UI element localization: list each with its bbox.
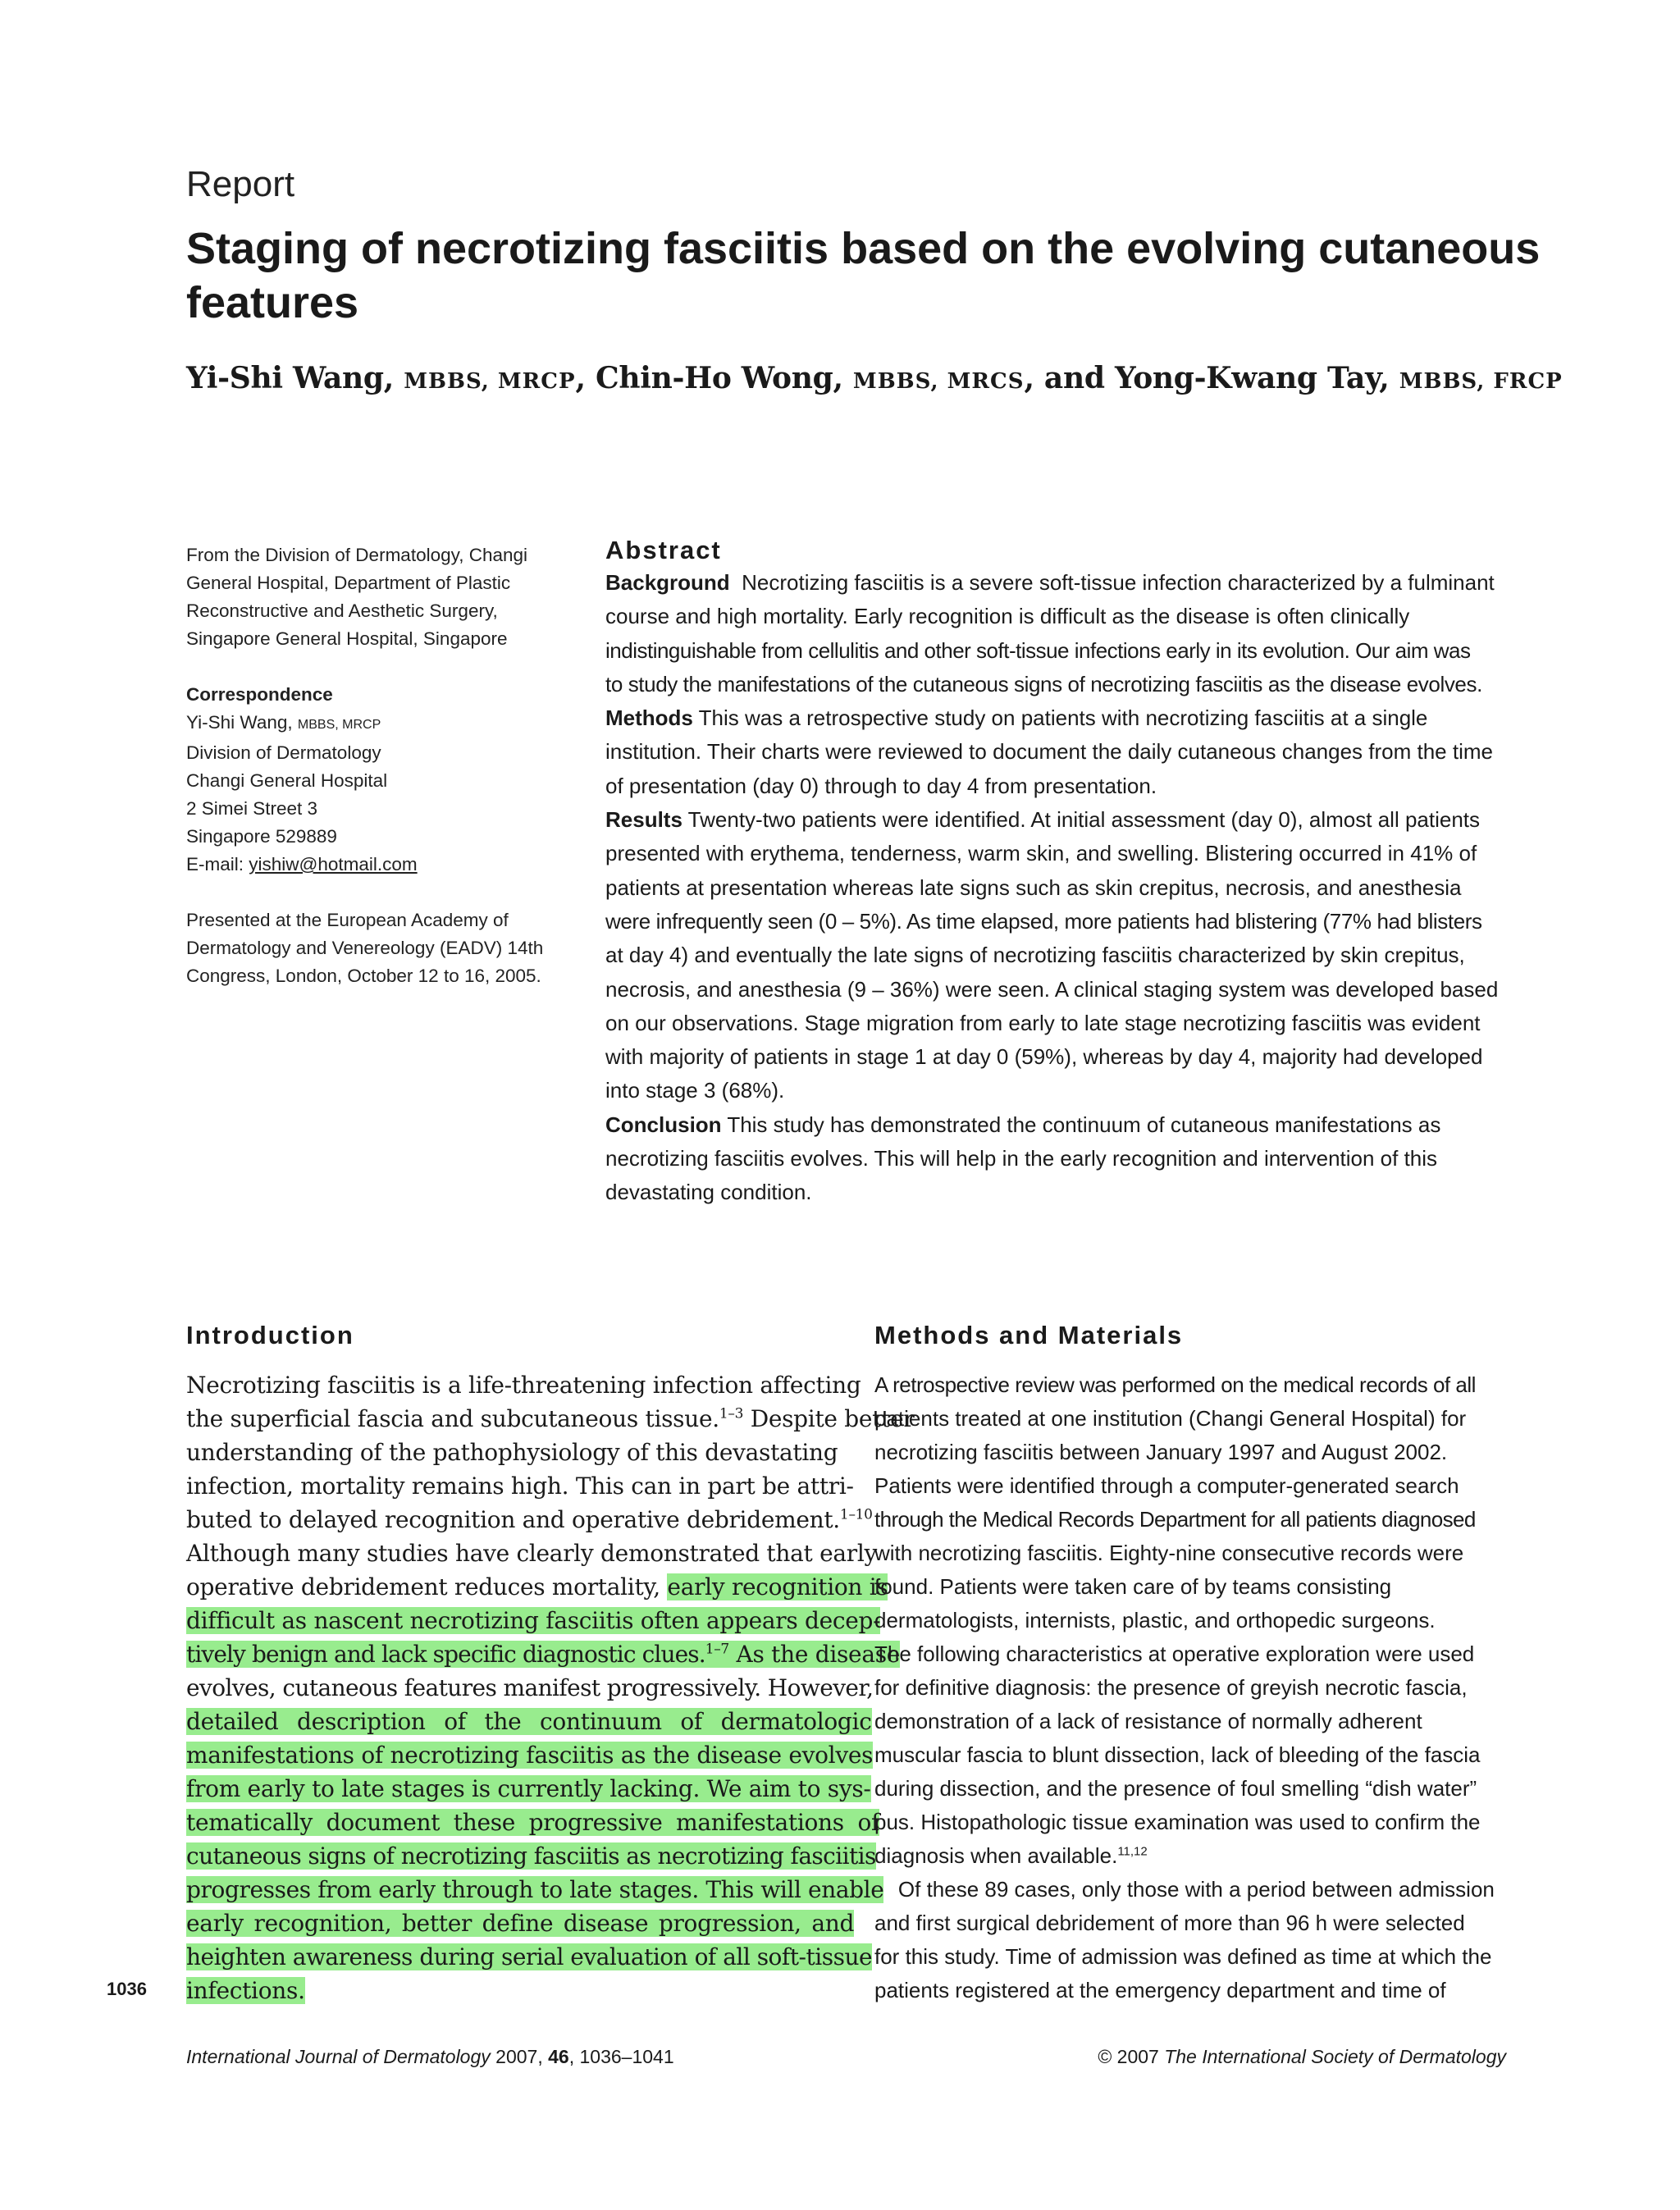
methods-heading: Methods and Materials — [874, 1321, 1184, 1349]
text-line — [186, 1503, 873, 1536]
affiliation — [186, 541, 572, 653]
article-title-line: features — [186, 278, 359, 327]
text-line — [186, 1402, 915, 1436]
text-line — [186, 1604, 881, 1637]
abstract-line: indistinguishable from cellulitis and other soft-tissue infections early in its evolution. Our aim was — [605, 637, 1471, 663]
address-line: 2 Simei Street 3 — [186, 798, 318, 819]
text-line: patients registered at the emergency department and time of — [874, 1978, 1446, 2002]
text-run: diagnosis when available. — [874, 1843, 1118, 1868]
footer-copyright — [1091, 2046, 1506, 2068]
society-name: The International Society of Dermatology — [1164, 2046, 1506, 2067]
text-line: found. Patients were taken care of by teams consisting — [874, 1574, 1392, 1599]
text-line: pus. Histopathologic tissue examination was used to confirm the — [874, 1810, 1481, 1834]
author-degrees: MBBS, FRCP — [1399, 369, 1563, 394]
abstract-line: course and high mortality. Early recognition is difficult as the disease is often clinically — [605, 604, 1410, 629]
citation: 1–3 — [719, 1405, 744, 1422]
address-line: Division of Dermatology — [186, 742, 381, 763]
highlighted-text — [186, 1641, 729, 1668]
correspondence — [186, 681, 572, 879]
page-number: 1036 — [107, 1979, 147, 1999]
abstract-text: This was a retrospective study on patients with necrotizing fasciitis at a single — [692, 705, 1428, 731]
abstract-line: institution. Their charts were reviewed to document the daily cutaneous changes from the time — [605, 739, 1493, 765]
text-line — [874, 1839, 1522, 1873]
text-line: Patients were identified through a computer-generated search — [874, 1473, 1459, 1498]
text-line: during dissection, and the presence of foul smelling “dish water” — [874, 1776, 1477, 1801]
presented-line: Congress, London, October 12 to 16, 2005. — [186, 966, 541, 986]
highlighted-text: cutaneous signs of necrotizing fasciitis as necrotizing fasciitis — [186, 1842, 876, 1870]
abstract-line — [605, 803, 1516, 837]
abstract-text: Necrotizing fasciitis is a severe soft-tissue infection characterized by a fulminant — [729, 570, 1495, 595]
methods-section — [874, 1321, 1522, 2007]
author-list — [186, 361, 1581, 395]
text-line — [186, 1637, 901, 1671]
text-line: evolves, cutaneous features manifest progressively. However, — [186, 1674, 874, 1701]
text-line: with necrotizing fasciitis. Eighty-nine consecutive records were — [874, 1541, 1464, 1565]
highlighted-text: tematically document these progressive manifestations of — [186, 1809, 880, 1836]
results-label: Results — [605, 807, 682, 833]
footer-citation — [186, 2046, 674, 2068]
abstract-line: presented with erythema, tenderness, warm skin, and swelling. Blistering occurred in 41% of — [605, 841, 1477, 866]
copyright-symbol: © 2007 — [1098, 2046, 1165, 2067]
author-degrees: MBBS, MRCS — [852, 369, 1025, 394]
text-line: for definitive diagnosis: the presence of greyish necrotic fascia, — [874, 1675, 1468, 1700]
address-line: Changi General Hospital — [186, 770, 388, 791]
article-title — [186, 221, 1548, 330]
highlighted-text: manifestations of necrotizing fasciitis as the disease evolves — [186, 1742, 874, 1769]
abstract-line: of presentation (day 0) through to day 4 from presentation. — [605, 773, 1157, 798]
abstract-line — [605, 701, 1516, 735]
text-line: dermatologists, internists, plastic, and orthopedic surgeons. — [874, 1608, 1436, 1632]
abstract-text: This study has demonstrated the continuum of cutaneous manifestations as — [721, 1112, 1441, 1137]
introduction-heading: Introduction — [186, 1321, 354, 1349]
text-run: Despite better — [743, 1405, 915, 1432]
abstract-line: on our observations. Stage migration from early to late stage necrotizing fasciitis was evident — [605, 1010, 1481, 1035]
text-line — [186, 1906, 855, 1940]
correspondence-title: Correspondence — [186, 684, 333, 705]
text-line: understanding of the pathophysiology of this devastating — [186, 1439, 838, 1466]
author-name: Yi-Shi Wang, — [186, 361, 404, 395]
citation: 11,12 — [1117, 1844, 1148, 1859]
abstract-line: at day 4) and eventually the late signs of necrotizing fasciitis characterized by skin crepitus, — [605, 943, 1465, 968]
abstract-line: patients at presentation whereas late signs such as skin crepitus, necrosis, and anesthesia — [605, 874, 1462, 900]
text-line — [186, 1738, 874, 1772]
highlighted-text: from early to late stages is currently lacking. We aim to sys- — [186, 1775, 871, 1802]
text-line — [186, 1873, 884, 1906]
author-degrees: MBBS, MRCP — [404, 369, 576, 394]
article-title-line: Staging of necrotizing fasciitis based on the evolving cutaneous — [186, 224, 1541, 273]
text-line — [186, 1570, 888, 1604]
highlighted-text: infections. — [186, 1977, 305, 2004]
sidebar-info — [186, 541, 572, 1018]
highlighted-text: early recognition, better define disease progression, and — [186, 1910, 855, 1937]
text-run: buted to delayed recognition and operative debridement. — [186, 1506, 840, 1533]
journal-name: International Journal of Dermatology — [186, 2046, 491, 2067]
correspondence-degrees: MBBS, MRCP — [297, 718, 381, 732]
text-line: infection, mortality remains high. This can in part be attri- — [186, 1473, 854, 1500]
presented-line: Presented at the European Academy of — [186, 910, 509, 930]
correspondence-name — [186, 709, 572, 739]
abstract-heading: Abstract — [605, 536, 722, 564]
highlighted-text: progresses from early through to late stages. This will enable — [186, 1876, 884, 1903]
citation: 1–10 — [839, 1506, 873, 1523]
author-name: , Chin-Ho Wong, — [575, 361, 853, 395]
affiliation-line: From the Division of Dermatology, Changi — [186, 545, 527, 565]
abstract-line: were infrequently seen (0 – 5%). As time elapsed, more patients had blistering (77% had blisters — [605, 908, 1482, 934]
text-line: patients treated at one institution (Changi General Hospital) for — [874, 1406, 1467, 1431]
methods-label: Methods — [605, 705, 693, 731]
highlighted-text: detailed description of the continuum of dermatologic — [186, 1708, 872, 1735]
footer-year: 2007, — [490, 2046, 549, 2067]
text-line — [186, 1974, 826, 2007]
abstract-line: into stage 3 (68%). — [605, 1078, 785, 1103]
abstract-line: to study the manifestations of the cutaneous signs of necrotizing fasciitis as the disease evolves. — [605, 671, 1482, 696]
footer-pages: , 1036–1041 — [568, 2046, 674, 2067]
text-line — [186, 1940, 873, 1974]
text-line — [186, 1772, 871, 1806]
abstract-line — [605, 1108, 1516, 1142]
affiliation-line: Singapore General Hospital, Singapore — [186, 628, 508, 649]
conclusion-label: Conclusion — [605, 1112, 722, 1137]
text-line: demonstration of a lack of resistance of normally adherent — [874, 1709, 1422, 1733]
section-label: Report — [186, 164, 295, 204]
abstract-line: with majority of patients in stage 1 at day 0 (59%), whereas by day 4, majority had developed — [605, 1044, 1483, 1070]
abstract-text: Twenty-two patients were identified. At initial assessment (day 0), almost all patients — [682, 807, 1481, 833]
correspondence-name-text: Yi-Shi Wang, — [186, 712, 298, 733]
email-label: E-mail: — [186, 854, 249, 874]
text-line: The following characteristics at operative exploration were used — [874, 1642, 1475, 1666]
abstract-line: necrotizing fasciitis evolves. This will help in the early recognition and intervention of this — [605, 1146, 1438, 1171]
text-line: A retrospective review was performed on the medical records of all — [874, 1372, 1476, 1397]
text-line: and first surgical debridement of more than 96 h were selected — [874, 1911, 1465, 1935]
author-name: , and Yong-Kwang Tay, — [1024, 361, 1399, 395]
abstract-line: devastating condition. — [605, 1180, 812, 1205]
address-line: Singapore 529889 — [186, 826, 337, 847]
abstract-line — [605, 566, 1516, 600]
text-run: tively benign and lack specific diagnostic clues. — [186, 1641, 705, 1668]
highlighted-text: difficult as nascent necrotizing fasciitis often appears decep- — [186, 1607, 881, 1634]
highlighted-text: As the disease — [728, 1641, 901, 1668]
affiliation-line: Reconstructive and Aesthetic Surgery, — [186, 600, 498, 621]
text-line — [186, 1806, 880, 1839]
highlighted-text: heighten awareness during serial evaluation of all soft-tissue — [186, 1943, 873, 1970]
presented-line: Dermatology and Venereology (EADV) 14th — [186, 938, 544, 958]
text-line — [186, 1705, 872, 1738]
methods-body — [874, 1368, 1522, 2007]
text-line: necrotizing fasciitis between January 1997 and August 2002. — [874, 1440, 1448, 1464]
affiliation-line: General Hospital, Department of Plastic — [186, 573, 511, 593]
citation: 1–7 — [705, 1641, 729, 1658]
text-run: the superficial fascia and subcutaneous tissue. — [186, 1405, 719, 1432]
abstract-line: necrosis, and anesthesia (9 – 36%) were seen. A clinical staging system was developed based — [605, 976, 1499, 1002]
highlighted-text: early recognition is — [667, 1573, 888, 1600]
text-line: Necrotizing fasciitis is a life-threatening infection affecting — [186, 1372, 861, 1399]
text-line — [186, 1839, 876, 1873]
abstract — [605, 535, 1516, 1210]
text-line: Although many studies have clearly demonstrated that early — [186, 1540, 877, 1567]
email-link[interactable]: yishiw@hotmail.com — [249, 854, 418, 874]
presented-note — [186, 906, 572, 990]
text-line: for this study. Time of admission was defined as time at which the — [874, 1944, 1492, 1969]
footer-volume: 46 — [548, 2046, 569, 2067]
text-run: operative debridement reduces mortality, — [186, 1573, 668, 1600]
text-line: Of these 89 cases, only those with a period between admission — [874, 1877, 1495, 1902]
text-line: through the Medical Records Department for all patients diagnosed — [874, 1507, 1476, 1532]
introduction-section — [186, 1321, 915, 2007]
text-line: muscular fascia to blunt dissection, lack of bleeding of the fascia — [874, 1742, 1481, 1767]
background-label: Background — [605, 570, 730, 595]
introduction-body — [186, 1368, 915, 2007]
email-line — [186, 851, 572, 879]
